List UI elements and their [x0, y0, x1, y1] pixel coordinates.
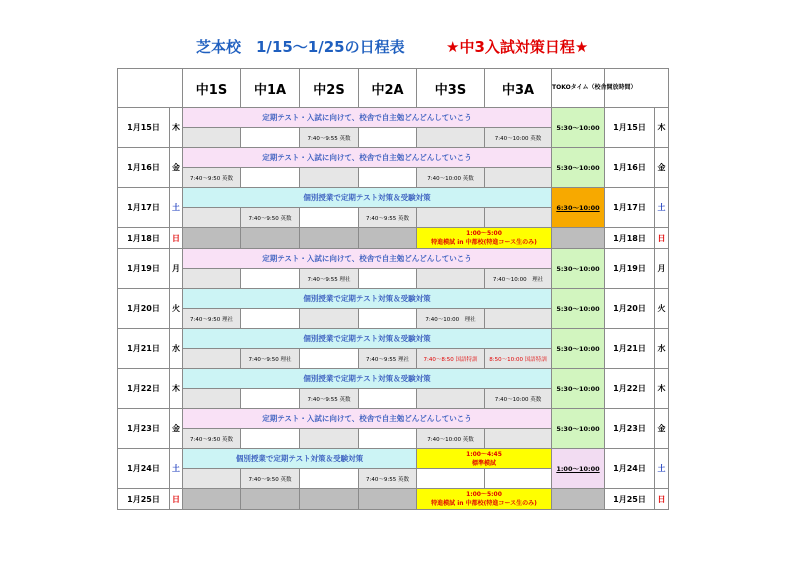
- class-slot: [241, 168, 300, 188]
- date-cell-right: 1月20日: [605, 289, 655, 329]
- weekday-cell-right: 金: [655, 409, 669, 449]
- toko-time: 5:30～10:00: [552, 249, 605, 289]
- class-slot: [485, 429, 552, 449]
- self-study-banner: 定期テスト・入試に向けて、校舎で自主勉どんどんしていこう: [183, 148, 552, 168]
- toko-time: 5:30～10:00: [552, 108, 605, 148]
- class-slot: 7:40～9:50 理社: [183, 309, 241, 329]
- weekday-cell: 水: [170, 329, 183, 369]
- mock-exam-time: 1:00～4:45: [466, 450, 502, 458]
- weekday-cell: 土: [170, 449, 183, 489]
- self-study-banner: 定期テスト・入試に向けて、校舎で自主勉どんどんしていこう: [183, 108, 552, 128]
- weekday-cell: 木: [170, 369, 183, 409]
- header-class-1a: 中1A: [241, 69, 300, 108]
- class-slot: [359, 128, 417, 148]
- class-slot: [241, 128, 300, 148]
- class-slot: [241, 389, 300, 409]
- individual-banner: 個別授業で定期テスト対策＆受験対策: [183, 369, 552, 389]
- class-slot: 7:40～9:55 理社: [300, 269, 359, 289]
- toko-time: [552, 489, 605, 510]
- class-slot: [417, 128, 485, 148]
- class-slot: [300, 469, 359, 489]
- header-row: [118, 69, 669, 108]
- day-row: [118, 369, 669, 389]
- class-slot: 7:40～8:50 国語特訓: [417, 349, 485, 369]
- class-slot: 7:40～9:55 理社: [359, 349, 417, 369]
- class-slot: [359, 389, 417, 409]
- class-slot: 7:40～10:00 英数: [485, 389, 552, 409]
- date-cell: 1月20日: [118, 289, 170, 329]
- date-cell-right: 1月17日: [605, 188, 655, 228]
- class-slot: 8:50～10:00 国語特訓: [485, 349, 552, 369]
- class-slot: 7:40～9:55 英数: [359, 469, 417, 489]
- date-cell-right: 1月25日: [605, 489, 655, 510]
- weekday-cell-right: 日: [655, 228, 669, 249]
- toko-time: 6:30～10:00: [552, 188, 605, 228]
- date-cell-right: 1月21日: [605, 329, 655, 369]
- day-row: [118, 249, 669, 269]
- day-row: [118, 289, 669, 309]
- weekday-cell: 火: [170, 289, 183, 329]
- date-cell: 1月15日: [118, 108, 170, 148]
- class-slot: 7:40～9:50 英数: [183, 168, 241, 188]
- class-slot: [183, 389, 241, 409]
- weekday-cell-right: 水: [655, 329, 669, 369]
- class-slot: [485, 208, 552, 228]
- class-slot: [359, 429, 417, 449]
- self-study-banner: 定期テスト・入試に向けて、校舎で自主勉どんどんしていこう: [183, 409, 552, 429]
- day-row: [118, 108, 669, 128]
- class-slot: [300, 208, 359, 228]
- date-cell: 1月25日: [118, 489, 170, 510]
- mock-exam-label: 特進模試 in 中都校(特進コース生のみ): [431, 500, 537, 507]
- date-cell-right: 1月15日: [605, 108, 655, 148]
- mock-exam-cell: [417, 449, 552, 469]
- mock-exam-label: 特進模試 in 中都校(特進コース生のみ): [431, 239, 537, 246]
- class-slot: [300, 429, 359, 449]
- individual-banner: 個別授業で定期テスト対策＆受験対策: [183, 289, 552, 309]
- mock-exam-label: 標準模試: [471, 459, 496, 467]
- weekday-cell-right: 日: [655, 489, 669, 510]
- weekday-cell-right: 木: [655, 108, 669, 148]
- day-row: [118, 148, 669, 168]
- toko-time: 5:30～10:00: [552, 409, 605, 449]
- class-slot: 7:40～10:00 理社: [417, 309, 485, 329]
- class-slot: [300, 489, 359, 510]
- class-slot: [241, 429, 300, 449]
- weekday-cell: 月: [170, 249, 183, 289]
- date-cell-right: 1月19日: [605, 249, 655, 289]
- class-slot: [183, 208, 241, 228]
- class-slot: [359, 228, 417, 249]
- day-row: [118, 409, 669, 429]
- date-cell: 1月21日: [118, 329, 170, 369]
- class-slot: [359, 309, 417, 329]
- mock-exam-time: 1:00～5:00: [466, 230, 502, 237]
- date-cell: 1月22日: [118, 369, 170, 409]
- toko-time: [552, 228, 605, 249]
- class-slot: [241, 269, 300, 289]
- class-slot: [485, 168, 552, 188]
- class-slot: [417, 389, 485, 409]
- weekday-cell: 土: [170, 188, 183, 228]
- weekday-cell: 金: [170, 409, 183, 449]
- class-slot: [241, 228, 300, 249]
- class-slot: [183, 128, 241, 148]
- weekday-cell-right: 火: [655, 289, 669, 329]
- class-slot: 7:40～9:55 英数: [300, 128, 359, 148]
- mock-exam-cell: [417, 489, 552, 510]
- header-class-2s: 中2S: [300, 69, 359, 108]
- class-slot: 7:40～9:50 英数: [241, 469, 300, 489]
- date-cell-right: 1月18日: [605, 228, 655, 249]
- weekday-cell-right: 金: [655, 148, 669, 188]
- class-slot: [183, 349, 241, 369]
- toko-time: 5:30～10:00: [552, 148, 605, 188]
- class-slot: [183, 269, 241, 289]
- toko-time: 1:00～10:00: [552, 449, 605, 489]
- class-slot: [300, 168, 359, 188]
- day-row: [118, 489, 669, 510]
- class-slot: 7:40～9:50 英数: [241, 208, 300, 228]
- day-row: [118, 449, 669, 469]
- class-slot: [300, 349, 359, 369]
- weekday-cell: 日: [170, 489, 183, 510]
- date-cell: 1月18日: [118, 228, 170, 249]
- weekday-cell-right: 土: [655, 449, 669, 489]
- class-slot: 7:40～10:00 英数: [417, 429, 485, 449]
- date-cell: 1月24日: [118, 449, 170, 489]
- class-slot: [241, 489, 300, 510]
- mock-exam-cell: [417, 228, 552, 249]
- class-slot: [417, 208, 485, 228]
- class-slot: [300, 228, 359, 249]
- toko-time: 5:30～10:00: [552, 369, 605, 409]
- class-slot: [300, 309, 359, 329]
- individual-banner: 個別授業で定期テスト対策＆受験対策: [183, 188, 552, 208]
- day-row: [118, 188, 669, 208]
- class-slot: [183, 228, 241, 249]
- date-cell: 1月17日: [118, 188, 170, 228]
- header-class-2a: 中2A: [359, 69, 417, 108]
- date-cell-right: 1月22日: [605, 369, 655, 409]
- header-class-1s: 中1S: [183, 69, 241, 108]
- class-slot: 7:40～10:00 英数: [417, 168, 485, 188]
- mock-exam-time: 1:00～5:00: [466, 491, 502, 498]
- schedule-table: [117, 68, 669, 510]
- title-main: 芝本校 1/15～1/25の日程表: [196, 38, 405, 56]
- weekday-cell-right: 木: [655, 369, 669, 409]
- day-row: [118, 329, 669, 349]
- weekday-cell-right: 土: [655, 188, 669, 228]
- class-slot: [359, 269, 417, 289]
- class-slot: 7:40～9:50 理社: [241, 349, 300, 369]
- class-slot: [417, 469, 485, 489]
- class-slot: 7:40～10:00 英数: [485, 128, 552, 148]
- header-class-3s: 中3S: [417, 69, 485, 108]
- header-corner: [118, 69, 183, 108]
- individual-banner: 個別授業で定期テスト対策＆受験対策: [183, 329, 552, 349]
- header-toko: TOKOタイム（校舎開放時間）: [552, 69, 605, 108]
- class-slot: [183, 489, 241, 510]
- page-title: [0, 36, 800, 60]
- class-slot: [359, 489, 417, 510]
- class-slot: 7:40～9:50 英数: [183, 429, 241, 449]
- title-accent: ★中3入試対策日程★: [446, 38, 589, 56]
- self-study-banner: 定期テスト・入試に向けて、校舎で自主勉どんどんしていこう: [183, 249, 552, 269]
- class-slot: [241, 309, 300, 329]
- date-cell: 1月23日: [118, 409, 170, 449]
- toko-time: 5:30～10:00: [552, 289, 605, 329]
- header-class-3a: 中3A: [485, 69, 552, 108]
- class-slot: [417, 269, 485, 289]
- class-slot: 7:40～10:00 理社: [485, 269, 552, 289]
- weekday-cell: 日: [170, 228, 183, 249]
- date-cell-right: 1月24日: [605, 449, 655, 489]
- weekday-cell-right: 月: [655, 249, 669, 289]
- toko-time: 5:30～10:00: [552, 329, 605, 369]
- date-cell: 1月19日: [118, 249, 170, 289]
- class-slot: [485, 469, 552, 489]
- weekday-cell: 金: [170, 148, 183, 188]
- class-slot: 7:40～9:55 英数: [359, 208, 417, 228]
- weekday-cell: 木: [170, 108, 183, 148]
- date-cell: 1月16日: [118, 148, 170, 188]
- class-slot: [183, 469, 241, 489]
- day-row: [118, 228, 669, 249]
- individual-banner: 個別授業で定期テスト対策＆受験対策: [183, 449, 417, 469]
- class-slot: [485, 309, 552, 329]
- date-cell-right: 1月23日: [605, 409, 655, 449]
- date-cell-right: 1月16日: [605, 148, 655, 188]
- class-slot: [359, 168, 417, 188]
- class-slot: 7:40～9:55 英数: [300, 389, 359, 409]
